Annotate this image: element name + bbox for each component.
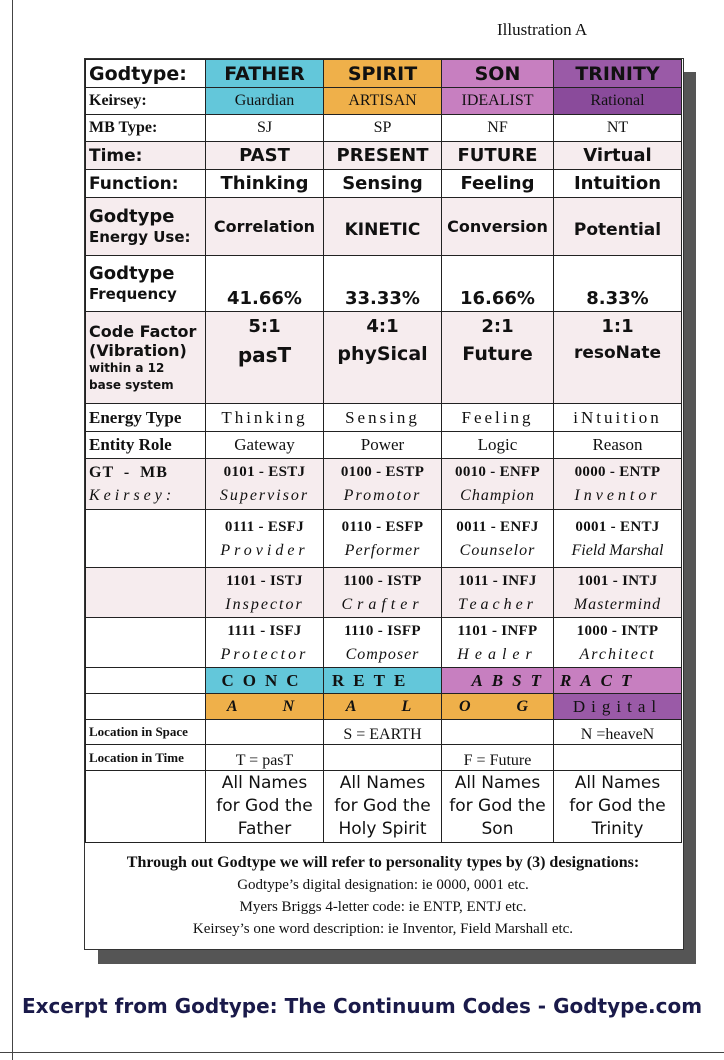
- gt-mb-code: 0100 - ESTP: [340, 464, 425, 480]
- analog-digital-row: [86, 694, 682, 720]
- analog-part-1: A N: [206, 694, 324, 720]
- entity-role-trinity: Reason: [554, 432, 682, 459]
- energy-use-son: Conversion: [442, 198, 554, 256]
- names-line: All Names: [454, 773, 541, 793]
- energy-type-label: Energy Type: [86, 404, 206, 432]
- code-factor-father: [206, 312, 324, 404]
- keirsey-role: Field Marshal: [571, 541, 664, 559]
- keirsey-role: Champion: [460, 487, 535, 504]
- notes-godtype-designation: Godtype’s digital designation: ie 0000, 0001 etc.: [237, 877, 529, 893]
- gt-mb-group-3-spirit: [324, 568, 442, 618]
- code-factor-son: [442, 312, 554, 404]
- entity-role-label: Entity Role: [86, 432, 206, 459]
- header-son: SON: [442, 60, 554, 88]
- keirsey-role: Supervisor: [219, 487, 310, 504]
- gt-mb-group-4-label-cell: [86, 618, 206, 668]
- code-factor-ratio-father: 5:1: [248, 316, 281, 337]
- names-trinity: [554, 771, 682, 843]
- energy-use-label-line2: Energy Use:: [89, 227, 191, 246]
- names-son: [442, 771, 554, 843]
- names-line: All Names: [574, 773, 661, 793]
- code-factor-label-line4: base system: [89, 377, 174, 392]
- names-line: for God the: [334, 796, 431, 816]
- time-spirit: PRESENT: [324, 142, 442, 170]
- entity-role-son: Logic: [442, 432, 554, 459]
- energy-use-trinity: Potential: [554, 198, 682, 256]
- names-line: for God the: [569, 796, 666, 816]
- mb-type-label: MB Type:: [86, 115, 206, 142]
- header-trinity: TRINITY: [554, 60, 682, 88]
- gt-mb-group-4-spirit: [324, 618, 442, 668]
- location-time-father: T = pasT: [206, 745, 324, 771]
- keirsey-role: Promotor: [343, 487, 422, 504]
- abstract-part-1: ABST: [442, 668, 554, 694]
- energy-type-trinity: iNtuition: [554, 404, 682, 432]
- keirsey-role: Performer: [344, 541, 421, 559]
- gt-mb-label-line2: Keirsey:: [89, 487, 176, 504]
- gt-mb-group-1-father: [206, 459, 324, 510]
- frequency-label: [86, 256, 206, 312]
- gt-mb-group-3-father: [206, 568, 324, 618]
- entity-role-row: [86, 432, 682, 459]
- code-factor-label-line3: within a 12: [89, 360, 165, 375]
- gt-mb-group-4-father: [206, 618, 324, 668]
- names-line: Son: [481, 819, 514, 839]
- location-space-father: [206, 720, 324, 745]
- energy-use-label-line1: Godtype: [89, 205, 175, 227]
- function-son: Feeling: [442, 170, 554, 198]
- gt-mb-code: 1101 - INFP: [457, 622, 538, 639]
- keirsey-role: Inventor: [574, 487, 661, 504]
- keirsey-label: Keirsey:: [86, 88, 206, 115]
- location-space-son: [442, 720, 554, 745]
- gt-mb-code: 1011 - INFJ: [458, 572, 537, 589]
- frequency-row: [86, 256, 682, 312]
- keirsey-father: Guardian: [206, 88, 324, 115]
- frequency-label-line2: Frequency: [89, 284, 177, 303]
- code-factor-label: [86, 312, 206, 404]
- concrete-part-1: CONC: [206, 668, 324, 694]
- frame-left-border: [12, 0, 13, 1060]
- frequency-label-line1: Godtype: [89, 262, 175, 284]
- mb-type-father: SJ: [206, 115, 324, 142]
- function-father: Thinking: [206, 170, 324, 198]
- header-father: FATHER: [206, 60, 324, 88]
- code-factor-label-line1: Code Factor: [89, 321, 197, 341]
- keirsey-role: Counselor: [459, 541, 536, 559]
- keirsey-role: Protector: [220, 645, 309, 663]
- names-spirit: [324, 771, 442, 843]
- location-space-spirit: S = EARTH: [324, 720, 442, 745]
- analog-part-3: O G: [442, 694, 554, 720]
- gt-mb-group-4-trinity: [554, 618, 682, 668]
- gt-mb-label-line1: GT - MB: [89, 464, 168, 481]
- gt-mb-group-3-label-cell: [86, 568, 206, 618]
- header-label: Godtype:: [86, 60, 206, 88]
- keirsey-role: Crafter: [341, 595, 424, 613]
- code-factor-ratio-spirit: 4:1: [366, 316, 399, 337]
- code-factor-word-father: pasT: [237, 343, 292, 367]
- names-line: Father: [237, 819, 292, 839]
- mb-type-son: NF: [442, 115, 554, 142]
- gt-mb-group-3-son: [442, 568, 554, 618]
- gt-mb-code: 1000 - INTP: [576, 622, 659, 639]
- code-factor-trinity: [554, 312, 682, 404]
- time-row: [86, 142, 682, 170]
- names-line: Trinity: [591, 819, 644, 839]
- gt-mb-code: 1110 - ISFP: [344, 622, 421, 639]
- gt-mb-group-2-row: [86, 510, 682, 568]
- names-line: for God the: [449, 796, 546, 816]
- code-factor-word-trinity: resoNate: [573, 343, 662, 363]
- gt-mb-group-1-row: [86, 459, 682, 510]
- gt-mb-group-2-son: [442, 510, 554, 568]
- mb-type-row: [86, 115, 682, 142]
- gt-mb-group-2-label-cell: [86, 510, 206, 568]
- gt-mb-group-1-trinity: [554, 459, 682, 510]
- abstract-part-2: RACT: [554, 668, 682, 694]
- code-factor-word-son: Future: [462, 343, 533, 365]
- code-factor-ratio-son: 2:1: [481, 316, 514, 337]
- names-line: All Names: [339, 773, 426, 793]
- names-row: [86, 771, 682, 843]
- location-time-row: [86, 745, 682, 771]
- gt-mb-group-4-son: [442, 618, 554, 668]
- time-son: FUTURE: [442, 142, 554, 170]
- location-space-label: Location in Space: [86, 720, 206, 745]
- time-father: PAST: [206, 142, 324, 170]
- godtype-table: [85, 59, 682, 843]
- energy-use-father: Correlation: [206, 198, 324, 256]
- code-factor-row: [86, 312, 682, 404]
- frequency-trinity: 8.33%: [554, 256, 682, 312]
- concrete-abstract-label-cell: [86, 668, 206, 694]
- keirsey-role: Provider: [220, 541, 309, 559]
- time-trinity: Virtual: [554, 142, 682, 170]
- gt-mb-group-4-row: [86, 618, 682, 668]
- gt-mb-group-2-trinity: [554, 510, 682, 568]
- frequency-son: 16.66%: [442, 256, 554, 312]
- energy-use-row: [86, 198, 682, 256]
- keirsey-role: Inspector: [225, 595, 304, 613]
- code-factor-word-spirit: phySical: [337, 343, 428, 365]
- gt-mb-group-1-spirit: [324, 459, 442, 510]
- gt-mb-code: 1111 - ISFJ: [227, 622, 302, 639]
- names-line: All Names: [221, 773, 308, 793]
- keirsey-spirit: ARTISAN: [324, 88, 442, 115]
- mb-type-spirit: SP: [324, 115, 442, 142]
- code-factor-label-line2: (Vibration): [89, 340, 187, 360]
- gt-mb-code: 0010 - ENFP: [455, 464, 540, 480]
- code-factor-ratio-trinity: 1:1: [601, 316, 634, 337]
- keirsey-role: Teacher: [458, 595, 537, 613]
- designation-notes: [86, 852, 680, 940]
- location-time-label: Location in Time: [86, 745, 206, 771]
- gt-mb-group-3-row: [86, 568, 682, 618]
- energy-type-father: Thinking: [206, 404, 324, 432]
- gt-mb-group-1-son: [442, 459, 554, 510]
- notes-myers-briggs: Myers Briggs 4-letter code: ie ENTP, ENTJ etc.: [239, 899, 527, 915]
- gt-mb-group-2-spirit: [324, 510, 442, 568]
- keirsey-role: Mastermind: [573, 595, 662, 613]
- illustration-label: Illustration A: [497, 20, 588, 39]
- gt-mb-code: 0111 - ESFJ: [224, 518, 305, 535]
- footer-excerpt: Excerpt from Godtype: The Continuum Codes - Godtype.com: [21, 994, 703, 1018]
- location-time-spirit: [324, 745, 442, 771]
- gt-mb-code: 1001 - INTJ: [577, 572, 658, 589]
- entity-role-spirit: Power: [324, 432, 442, 459]
- gt-mb-code: 0001 - ENTJ: [575, 518, 660, 535]
- energy-type-spirit: Sensing: [324, 404, 442, 432]
- concrete-part-2: RETE: [324, 668, 442, 694]
- frame-bottom-border: [0, 1052, 724, 1053]
- frequency-father: 41.66%: [206, 256, 324, 312]
- location-space-trinity: N =heaveN: [554, 720, 682, 745]
- gt-mb-code: 1100 - ISTP: [343, 572, 422, 589]
- keirsey-trinity: Rational: [554, 88, 682, 115]
- location-space-row: [86, 720, 682, 745]
- gt-mb-code: 0101 - ESTJ: [223, 464, 306, 480]
- keirsey-role: Architect: [579, 645, 656, 663]
- analog-part-2: A L: [324, 694, 442, 720]
- mb-type-trinity: NT: [554, 115, 682, 142]
- code-factor-spirit: [324, 312, 442, 404]
- analog-digital-label-cell: [86, 694, 206, 720]
- gt-mb-label: [86, 459, 206, 510]
- keirsey-role: Healer: [457, 645, 538, 663]
- header-spirit: SPIRIT: [324, 60, 442, 88]
- notes-keirsey: Keirsey’s one word description: ie Inventor, Field Marshall etc.: [192, 921, 574, 937]
- gt-mb-code: 0000 - ENTP: [574, 464, 661, 480]
- energy-use-label: [86, 198, 206, 256]
- digital-part: Digital: [554, 694, 682, 720]
- gt-mb-code: 1101 - ISTJ: [226, 572, 303, 589]
- function-row: [86, 170, 682, 198]
- frequency-spirit: 33.33%: [324, 256, 442, 312]
- gt-mb-group-2-father: [206, 510, 324, 568]
- notes-heading: Through out Godtype we will refer to personality types by (3) designations:: [126, 854, 640, 871]
- names-label-cell: [86, 771, 206, 843]
- energy-use-spirit: KINETIC: [324, 198, 442, 256]
- function-label: Function:: [86, 170, 206, 198]
- location-time-trinity: [554, 745, 682, 771]
- keirsey-row: [86, 88, 682, 115]
- energy-type-son: Feeling: [442, 404, 554, 432]
- keirsey-role: Composer: [345, 645, 420, 663]
- entity-role-father: Gateway: [206, 432, 324, 459]
- function-spirit: Sensing: [324, 170, 442, 198]
- function-trinity: Intuition: [554, 170, 682, 198]
- gt-mb-group-3-trinity: [554, 568, 682, 618]
- names-line: Holy Spirit: [338, 819, 427, 839]
- keirsey-son: IDEALIST: [442, 88, 554, 115]
- time-label: Time:: [86, 142, 206, 170]
- names-line: for God the: [216, 796, 313, 816]
- header-row: [86, 60, 682, 88]
- location-time-son: F = Future: [442, 745, 554, 771]
- gt-mb-code: 0110 - ESFP: [341, 518, 424, 535]
- concrete-abstract-row: [86, 668, 682, 694]
- gt-mb-code: 0011 - ENFJ: [456, 518, 539, 535]
- names-father: [206, 771, 324, 843]
- energy-type-row: [86, 404, 682, 432]
